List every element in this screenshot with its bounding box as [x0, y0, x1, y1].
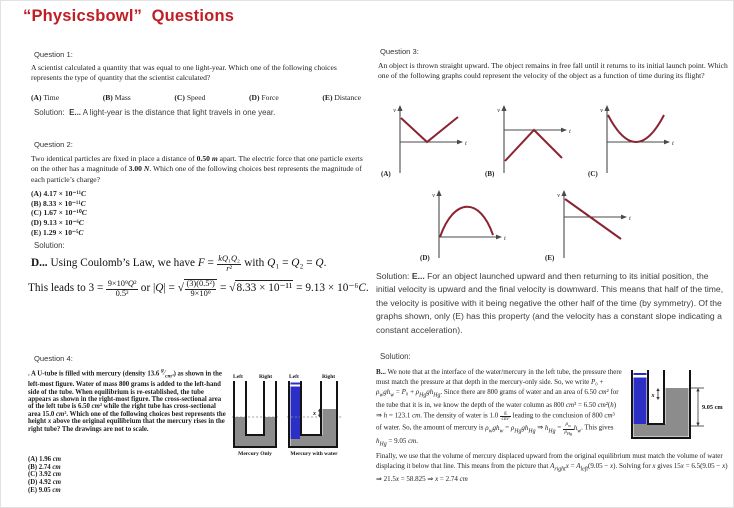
v-axis-label: v: [497, 107, 500, 114]
solution-paragraph-1: B... We note that at the interface of the water/mercury in the left tube, the pressure there must match the pressure at that depth in the mercury-only side. So, we write $P_0 + \rho_wgh_w = P_0 + \rho_{Hg}gh_{Hg}$. Since there are 800 grams of water and an area of 6.50 cm² for the tube that it is in, we know the depth of the water column as 800 cm³ = 6.50 cm²(h) ⇒ h = 123.1 cm. The density of water is 1.0 $\frac{g}{\text{cm³}}$ leading to the conclusion of 800 cm³ of water. So, the amount of mercury is $\rho_wgh_w = \rho_{Hg}gh_{Hg}$ ⇒ $h_{Hg}$ = $\rho_w$ $\rho_{Hg}$ $h_w$. This gives $h_{Hg} = 9.05$ cm.: [376, 368, 622, 448]
velocity-curve-a: [401, 117, 458, 142]
page-title: “Physicsbowl” Questions: [23, 7, 235, 25]
q1-option-a: [31, 93, 59, 102]
option-label: (C): [31, 208, 42, 218]
option-label: (D): [31, 218, 42, 228]
option-label: (C): [174, 93, 185, 102]
q4-option-d: [28, 479, 61, 487]
q2-option-d: [31, 218, 87, 228]
figure-caption: Mercury with water: [290, 451, 338, 457]
velocity-curve-c: [608, 115, 664, 142]
height-dimension-label: 9.05 cm: [702, 404, 723, 411]
question-1-solution: [34, 108, 275, 117]
water-fill-left: [291, 383, 301, 440]
graph-label-e: (E): [545, 254, 555, 262]
question-2-text: Two identical particles are fixed in place a distance of 0.50 m apart. The electric force that one particle exerts on the other has a magnitude of 3.00 N. Which one of the following choices best represents the magnitude of each particle’s charge?: [31, 154, 363, 184]
option-text: Force: [261, 93, 279, 102]
x-rise-label: x: [651, 393, 655, 399]
utube-solution-figure: [628, 368, 730, 444]
question-4-solution: [376, 368, 730, 487]
utube-figure-mercury-only: [232, 371, 278, 457]
q4-option-e: [28, 487, 61, 495]
question-2-header: Question 2:: [34, 140, 73, 149]
t-axis-label: t: [629, 215, 631, 222]
option-label: (E): [31, 227, 42, 237]
q2-option-e: [31, 228, 87, 238]
option-label: (A): [28, 456, 38, 463]
q1-option-c: [174, 93, 205, 102]
q4-option-b: [28, 464, 61, 472]
option-value: 9.05 cm: [38, 486, 61, 494]
question-4-options: [28, 456, 61, 495]
option-label: (E): [322, 93, 333, 102]
x-rise-label: x: [313, 411, 316, 417]
option-label: (B): [102, 93, 113, 102]
option-text: Speed: [186, 93, 206, 102]
q4-option-a: [28, 456, 61, 464]
option-value: 4.92 cm: [39, 479, 62, 487]
option-label: (D): [28, 479, 38, 487]
question-4-header: Question 4:: [34, 354, 73, 363]
tube-left-label: Left: [289, 374, 299, 380]
question-2-solution-math-1: D... Using Coulomb’s Law, we have F = $\frac{\text{kQ₁Q₂}}{\text{r²}}$ with Q₁ = Q₂ = Q.: [31, 254, 327, 273]
graph-option-e: [543, 188, 635, 266]
option-value: 1.29 × 10⁻⁵C: [43, 227, 84, 237]
question-4-text: . A U-tube is filled with mercury (density 13.6 $^g⁄_{cm^3}$) as shown in the left-most figure. Water of mass 800 grams is added to the left-hand side of the tube. When equilibrium is re-established, the tube appears as shown in the right-most figure. The cross-sectional area of the left tube is 6.50 cm² while the right tube has cross-sectional area 15.0 cm². Which one of the following choices best represents the height x above the original equilibrium that the mercury rises in the right tube? The drawings are not to scale.: [28, 368, 226, 433]
option-label: (B): [31, 198, 42, 208]
graph-label-a: (A): [381, 170, 391, 178]
option-value: 2.74 cm: [38, 463, 61, 471]
graph-option-b: [483, 103, 575, 181]
v-axis-label: v: [600, 107, 603, 114]
option-text: Distance: [334, 93, 361, 102]
question-2-solution-math-2: This leads to 3 = $\frac{\text{9×10⁹Q²}}{\text{0.5²}}$ or |Q| = √ $\frac{\text{(3)(0.5²)}}{\text{9×10⁹}}$ = √8.33 × 10⁻¹¹ = 9.13 × 10⁻⁶C.: [28, 279, 369, 298]
question-1-text: A scientist calculated a quantity that was equal to one light-year. Which one of the following choices represents the type of quantity that the scientist calculated?: [31, 63, 337, 83]
option-value: 9.13 × 10⁻⁶C: [43, 218, 84, 228]
t-axis-label: t: [569, 128, 571, 135]
solution-label: Solution:: [34, 108, 65, 117]
tube-right-label: Right: [322, 374, 336, 380]
question-2-solution-label: Solution:: [34, 241, 65, 250]
graph-option-c: [586, 103, 678, 181]
question-1-options: [31, 93, 361, 102]
option-text: Mass: [114, 93, 131, 102]
option-value: 1.96 cm: [39, 456, 62, 463]
solution-paragraph-2: Finally, we use that the volume of mercury displaced upward from the original equilibrium must match the volume of water displacing it below that line. This means from the picture that $A_{right}x = A_{left}(9.05 - x)$. Solving for x gives 15x = 6.5(9.05 − x) ⇒ 21.5x = 58.825 ⇒ x = 2.74 cm: [376, 452, 728, 484]
option-label: (E): [28, 486, 38, 494]
v-axis-label: v: [432, 192, 435, 199]
q2-option-b: [31, 199, 87, 209]
water-fill-left: [634, 373, 647, 424]
v-axis-label: v: [393, 107, 396, 114]
option-label: (B): [28, 463, 38, 471]
mercury-fill-bottom: [634, 424, 689, 437]
question-3-header: Question 3:: [380, 47, 419, 56]
option-label: (A): [31, 189, 42, 198]
q1-option-e: [322, 93, 361, 102]
graph-label-b: (B): [485, 170, 495, 178]
option-value: 4.17 × 10⁻¹¹C: [43, 189, 87, 198]
question-1-header: Question 1:: [34, 50, 73, 59]
graph-option-d: [418, 188, 510, 266]
t-axis-label: t: [504, 235, 506, 242]
tube-left-label: Left: [233, 374, 243, 380]
question-3-solution: Solution: E... For an object launched upward and then returning to its initial position, the initial velocity is upward and the final velocity is downward. This means that half of the time, the velocity is positive with it being negative the other half of the time (by symmetry). Of the graphs shown, only (E) has this property (and the velocity has a constant slope indicating a constant acceleration).: [376, 271, 724, 335]
solution-answer: E...: [69, 108, 81, 117]
option-value: 3.92 cm: [39, 471, 62, 479]
option-label: (A): [31, 93, 42, 102]
mercury-fill-left: [291, 439, 301, 446]
option-value: 1.67 × 10⁻¹⁰C: [43, 208, 87, 218]
t-axis-label: t: [465, 140, 467, 147]
tube-right-label: Right: [259, 374, 273, 380]
velocity-curve-d: [440, 207, 493, 237]
q2-option-c: [31, 208, 87, 218]
t-axis-label: t: [672, 140, 674, 147]
v-axis-label: v: [557, 192, 560, 199]
option-label: (D): [249, 93, 260, 102]
q1-option-b: [103, 93, 131, 102]
q4-option-c: [28, 471, 61, 479]
utube-figure-mercury-with-water: [287, 371, 343, 457]
q1-option-d: [249, 93, 279, 102]
graph-option-a: [379, 103, 471, 181]
q2-option-a: [31, 189, 87, 199]
velocity-curve-e: [565, 199, 621, 239]
option-label: (C): [28, 471, 38, 479]
graph-label-d: (D): [420, 254, 430, 262]
velocity-curve-b: [505, 130, 562, 161]
solution-text: A light-year is the distance that light travels in one year.: [82, 108, 276, 117]
question-4-solution-label: Solution:: [380, 352, 411, 361]
option-value: 8.33 × 10⁻¹¹C: [43, 198, 86, 208]
graph-label-c: (C): [588, 170, 598, 178]
question-3-text: An object is thrown straight upward. The object remains in free fall until it returns to its initial launch point. Which one of the following graphs could represent the velocity of the object as a function of time during its flight?: [378, 61, 728, 81]
question-2-options: [31, 189, 87, 238]
figure-caption: Mercury Only: [238, 451, 272, 457]
option-text: Time: [43, 93, 60, 102]
